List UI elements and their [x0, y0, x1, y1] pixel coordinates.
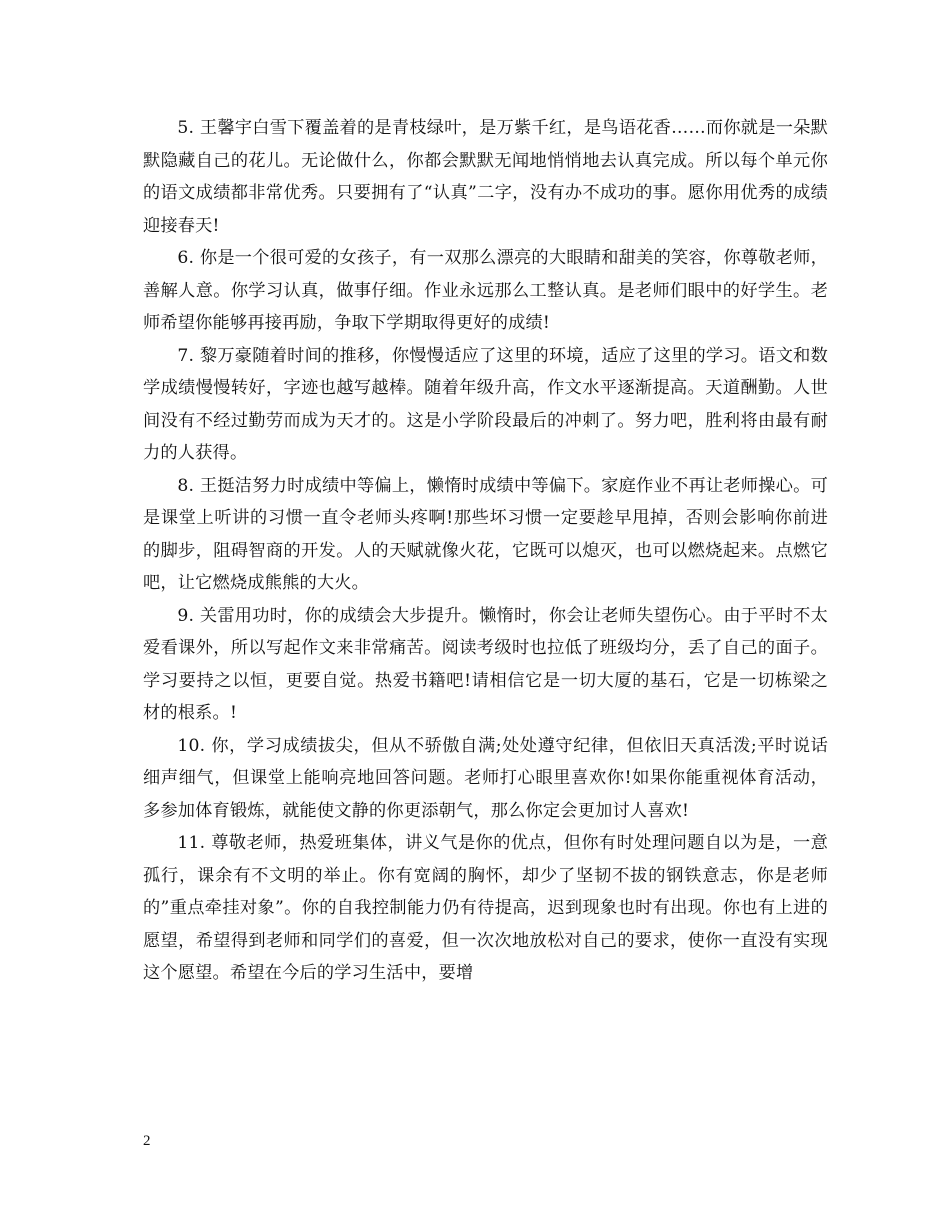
- paragraph-7: 7. 黎万豪随着时间的推移，你慢慢适应了这里的环境，适应了这里的学习。语文和数学成绩慢慢转好，字迹也越写越棒。随着年级升高，作文水平逐渐提高。天道酬勤。人世间没有不经过勤劳而成为天才的。这是小学阶段最后的冲刺了。努力吧，胜利将由最有耐力的人获得。: [143, 345, 828, 463]
- page-number: 2: [143, 1133, 151, 1149]
- document-body: [143, 112, 828, 990]
- paragraph-10: 10. 你，学习成绩拔尖，但从不骄傲自满;处处遵守纪律，但依旧天真活泼;平时说话细声细气，但课堂上能响亮地回答问题。老师打心眼里喜欢你!如果你能重视体育活动，多参加体育锻炼，就能使文静的你更添朝气，那么你定会更加讨人喜欢!: [143, 735, 828, 821]
- paragraph-9: 9. 关雷用功时，你的成绩会大步提升。懒惰时，你会让老师失望伤心。由于平时不太爱看课外，所以写起作文来非常痛苦。阅读考级时也拉低了班级均分，丢了自己的面子。学习要持之以恒，更要自觉。热爱书籍吧!请相信它是一切大厦的基石，它是一切栋梁之材的根系。!: [143, 605, 828, 723]
- paragraph-6: 6. 你是一个很可爱的女孩子，有一双那么漂亮的大眼睛和甜美的笑容，你尊敬老师，善解人意。你学习认真，做事仔细。作业永远那么工整认真。是老师们眼中的好学生。老师希望你能够再接再励，争取下学期取得更好的成绩!: [143, 248, 828, 333]
- paragraph-8: 8. 王挺洁努力时成绩中等偏上，懒惰时成绩中等偏下。家庭作业不再让老师操心。可是课堂上听讲的习惯一直令老师头疼啊!那些坏习惯一定要趁早甩掉，否则会影响你前进的脚步，阻碍智商的开发。人的天赋就像火花，它既可以熄灭，也可以燃烧起来。点燃它吧，让它燃烧成熊熊的大火。: [143, 475, 828, 593]
- paragraph-5: 5. 王馨宇白雪下覆盖着的是青枝绿叶，是万紫千红，是鸟语花香……而你就是一朵默默隐藏自己的花儿。无论做什么，你都会默默无闻地悄悄地去认真完成。所以每个单元你的语文成绩都非常优秀。只要拥有了“认真”二字，没有办不成功的事。愿你用优秀的成绩迎接春天!: [143, 118, 828, 236]
- paragraph-11: 11. 尊敬老师，热爱班集体，讲义气是你的优点，但你有时处理问题自以为是，一意孤行，课余有不文明的举止。你有宽阔的胸怀，却少了坚韧不拔的钢铁意志，你是老师的”重点牵挂对象”。你的自我控制能力仍有待提高，迟到现象也时有出现。你也有上进的愿望，希望得到老师和同学们的喜爱，但一次次地放松对自己的要求，使你一直没有实现这个愿望。希望在今后的学习生活中，要增: [143, 833, 828, 983]
